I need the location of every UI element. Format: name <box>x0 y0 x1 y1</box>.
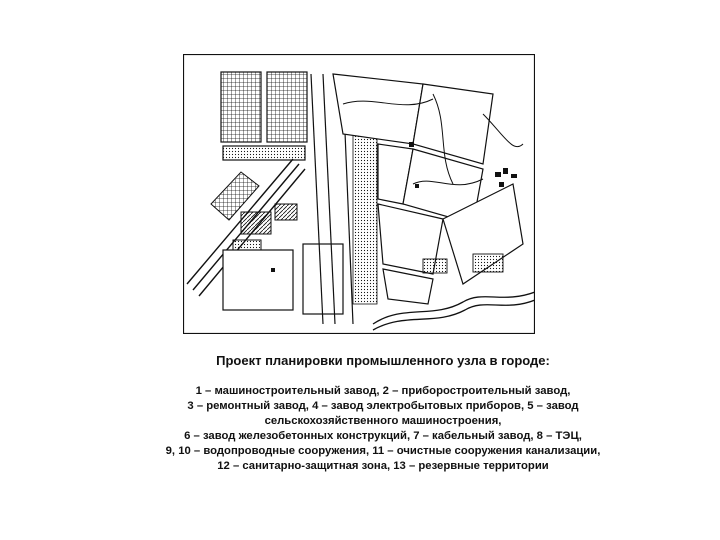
building <box>495 172 501 177</box>
factory-2-block <box>267 72 307 142</box>
treatment-block-2 <box>473 254 503 272</box>
legend-line: 1 – машиностроительный завод, 2 – приборостроительный завод, <box>195 385 571 397</box>
treatment-block <box>423 259 447 273</box>
figure-title: Проект планировки промышленного узла в городе: <box>216 353 550 368</box>
building <box>499 182 504 187</box>
industrial-node-plan-map <box>183 54 535 334</box>
legend-line: 12 – санитарно-защитная зона, 13 – резервные территории <box>217 460 549 472</box>
building <box>503 168 508 174</box>
city-block <box>333 74 423 144</box>
legend-line: 9, 10 – водопроводные сооружения, 11 – очистные сооружения канализации, <box>165 445 601 457</box>
legend-line: сельскохозяйственного машиностроения, <box>264 415 502 427</box>
factory-strip <box>223 146 305 160</box>
building <box>511 174 517 178</box>
sanitary-protection-zone <box>353 134 377 304</box>
reserve-territory-block <box>223 250 293 310</box>
factory-5-block <box>275 204 297 220</box>
legend-line: 3 – ремонтный завод, 4 – завод электробытовых приборов, 5 – завод <box>187 400 579 412</box>
reserve-territories <box>223 244 343 314</box>
reserve-territory-block-2 <box>303 244 343 314</box>
factory-1-block <box>221 72 261 142</box>
building <box>409 142 414 147</box>
factory-4-block <box>241 212 271 234</box>
building <box>271 268 275 272</box>
figure-legend <box>0 384 720 474</box>
legend-line: 6 – завод железобетонных конструкций, 7 – кабельный завод, 8 – ТЭЦ, <box>184 430 582 442</box>
building <box>415 184 419 188</box>
